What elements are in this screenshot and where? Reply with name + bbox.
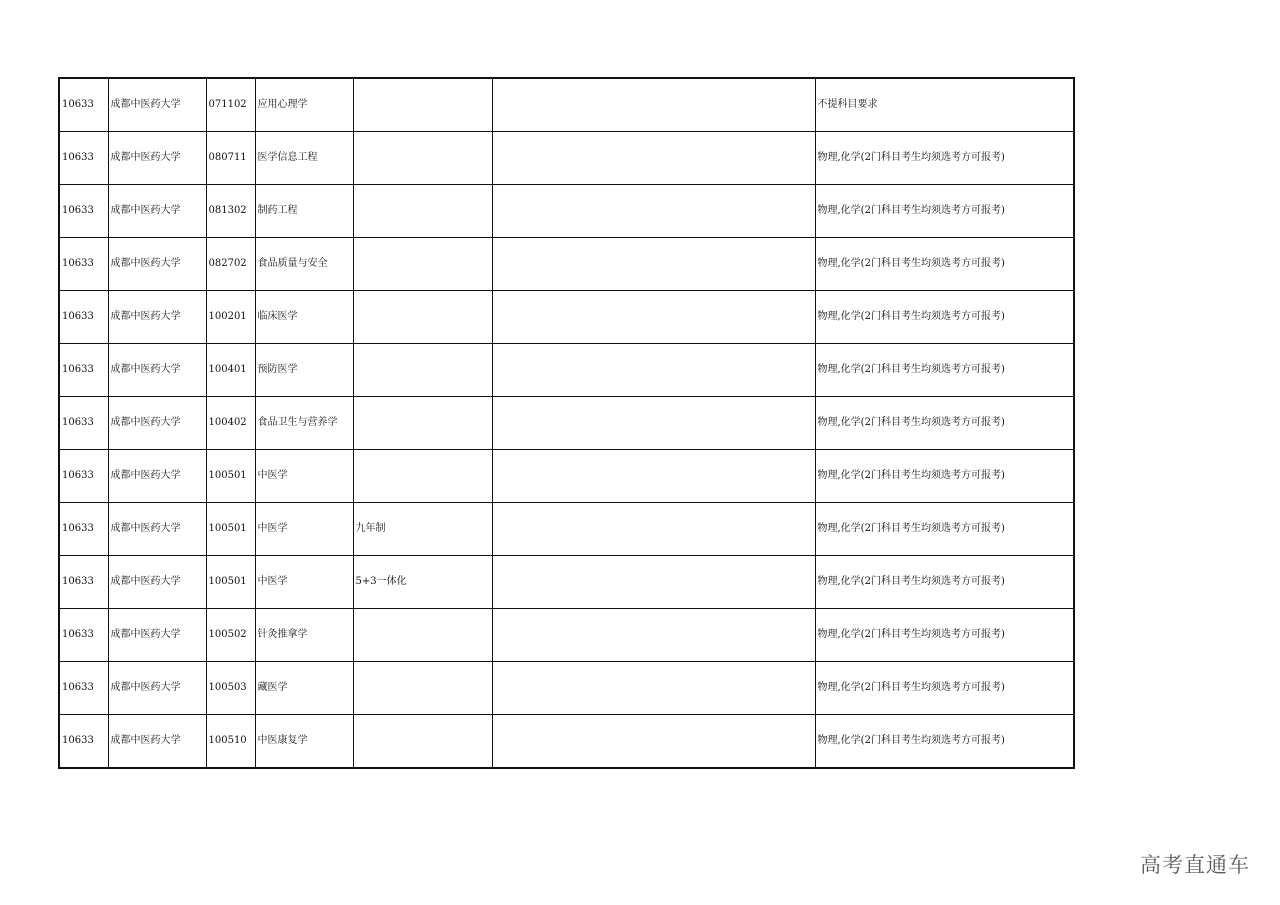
note-cell xyxy=(353,450,492,503)
school-code-cell: 10633 xyxy=(59,185,108,238)
watermark-text: 高考直通车 xyxy=(1140,853,1250,877)
note-cell: 九年制 xyxy=(353,503,492,556)
school-code-cell: 10633 xyxy=(59,450,108,503)
major-code-cell: 100201 xyxy=(206,291,255,344)
blank-cell xyxy=(492,78,815,132)
note-cell xyxy=(353,132,492,185)
school-code-cell: 10633 xyxy=(59,662,108,715)
blank-cell xyxy=(492,132,815,185)
school-code-cell: 10633 xyxy=(59,291,108,344)
note-cell xyxy=(353,78,492,132)
school-name-cell: 成都中医药大学 xyxy=(108,556,206,609)
school-name-cell: 成都中医药大学 xyxy=(108,344,206,397)
school-code-cell: 10633 xyxy=(59,609,108,662)
table-row xyxy=(59,397,1074,450)
major-code-cell: 081302 xyxy=(206,185,255,238)
school-name-cell: 成都中医药大学 xyxy=(108,503,206,556)
major-name-cell: 食品质量与安全 xyxy=(255,238,353,291)
major-name-cell: 应用心理学 xyxy=(255,78,353,132)
major-name-cell: 中医学 xyxy=(255,556,353,609)
school-code-cell: 10633 xyxy=(59,78,108,132)
major-name-cell: 中医学 xyxy=(255,503,353,556)
table-row xyxy=(59,78,1074,132)
subject-requirement-cell: 物理,化学(2门科目考生均须选考方可报考) xyxy=(815,344,1074,397)
blank-cell xyxy=(492,238,815,291)
note-cell xyxy=(353,344,492,397)
school-name-cell: 成都中医药大学 xyxy=(108,397,206,450)
school-code-cell: 10633 xyxy=(59,344,108,397)
table-row xyxy=(59,291,1074,344)
school-name-cell: 成都中医药大学 xyxy=(108,238,206,291)
major-code-cell: 100501 xyxy=(206,450,255,503)
major-code-cell: 082702 xyxy=(206,238,255,291)
subject-requirement-cell: 不提科目要求 xyxy=(815,78,1074,132)
major-name-cell: 临床医学 xyxy=(255,291,353,344)
blank-cell xyxy=(492,503,815,556)
major-code-cell: 100503 xyxy=(206,662,255,715)
subject-requirement-cell: 物理,化学(2门科目考生均须选考方可报考) xyxy=(815,185,1074,238)
subject-requirement-cell: 物理,化学(2门科目考生均须选考方可报考) xyxy=(815,556,1074,609)
school-name-cell: 成都中医药大学 xyxy=(108,132,206,185)
major-code-cell: 100402 xyxy=(206,397,255,450)
school-code-cell: 10633 xyxy=(59,503,108,556)
school-name-cell: 成都中医药大学 xyxy=(108,662,206,715)
major-code-cell: 100401 xyxy=(206,344,255,397)
table-row xyxy=(59,556,1074,609)
admission-requirements-table xyxy=(58,77,1075,769)
subject-requirement-cell: 物理,化学(2门科目考生均须选考方可报考) xyxy=(815,715,1074,769)
school-name-cell: 成都中医药大学 xyxy=(108,450,206,503)
major-name-cell: 制药工程 xyxy=(255,185,353,238)
table-row xyxy=(59,609,1074,662)
major-name-cell: 针灸推拿学 xyxy=(255,609,353,662)
note-cell xyxy=(353,609,492,662)
table-row xyxy=(59,450,1074,503)
major-name-cell: 藏医学 xyxy=(255,662,353,715)
major-code-cell: 071102 xyxy=(206,78,255,132)
table-body xyxy=(59,78,1074,768)
major-name-cell: 预防医学 xyxy=(255,344,353,397)
note-cell xyxy=(353,662,492,715)
table-row xyxy=(59,715,1074,769)
note-cell xyxy=(353,715,492,769)
subject-requirement-cell: 物理,化学(2门科目考生均须选考方可报考) xyxy=(815,503,1074,556)
major-code-cell: 100502 xyxy=(206,609,255,662)
blank-cell xyxy=(492,185,815,238)
table-row xyxy=(59,238,1074,291)
subject-requirement-cell: 物理,化学(2门科目考生均须选考方可报考) xyxy=(815,238,1074,291)
major-name-cell: 中医学 xyxy=(255,450,353,503)
subject-requirement-cell: 物理,化学(2门科目考生均须选考方可报考) xyxy=(815,609,1074,662)
blank-cell xyxy=(492,450,815,503)
school-name-cell: 成都中医药大学 xyxy=(108,715,206,769)
blank-cell xyxy=(492,397,815,450)
note-cell xyxy=(353,397,492,450)
blank-cell xyxy=(492,344,815,397)
major-name-cell: 中医康复学 xyxy=(255,715,353,769)
school-code-cell: 10633 xyxy=(59,556,108,609)
blank-cell xyxy=(492,609,815,662)
subject-requirement-cell: 物理,化学(2门科目考生均须选考方可报考) xyxy=(815,291,1074,344)
major-code-cell: 100501 xyxy=(206,556,255,609)
school-code-cell: 10633 xyxy=(59,132,108,185)
subject-requirement-cell: 物理,化学(2门科目考生均须选考方可报考) xyxy=(815,132,1074,185)
note-cell: 5+3一体化 xyxy=(353,556,492,609)
table-row xyxy=(59,503,1074,556)
subject-requirement-cell: 物理,化学(2门科目考生均须选考方可报考) xyxy=(815,662,1074,715)
blank-cell xyxy=(492,556,815,609)
major-name-cell: 医学信息工程 xyxy=(255,132,353,185)
school-name-cell: 成都中医药大学 xyxy=(108,185,206,238)
table-row xyxy=(59,344,1074,397)
blank-cell xyxy=(492,291,815,344)
major-code-cell: 080711 xyxy=(206,132,255,185)
note-cell xyxy=(353,238,492,291)
note-cell xyxy=(353,291,492,344)
school-code-cell: 10633 xyxy=(59,238,108,291)
table-row xyxy=(59,132,1074,185)
major-code-cell: 100510 xyxy=(206,715,255,769)
school-code-cell: 10633 xyxy=(59,397,108,450)
note-cell xyxy=(353,185,492,238)
subject-requirement-cell: 物理,化学(2门科目考生均须选考方可报考) xyxy=(815,450,1074,503)
table-row xyxy=(59,185,1074,238)
major-name-cell: 食品卫生与营养学 xyxy=(255,397,353,450)
school-name-cell: 成都中医药大学 xyxy=(108,78,206,132)
school-name-cell: 成都中医药大学 xyxy=(108,609,206,662)
blank-cell xyxy=(492,715,815,769)
subject-requirement-cell: 物理,化学(2门科目考生均须选考方可报考) xyxy=(815,397,1074,450)
table-row xyxy=(59,662,1074,715)
major-code-cell: 100501 xyxy=(206,503,255,556)
school-name-cell: 成都中医药大学 xyxy=(108,291,206,344)
school-code-cell: 10633 xyxy=(59,715,108,769)
blank-cell xyxy=(492,662,815,715)
